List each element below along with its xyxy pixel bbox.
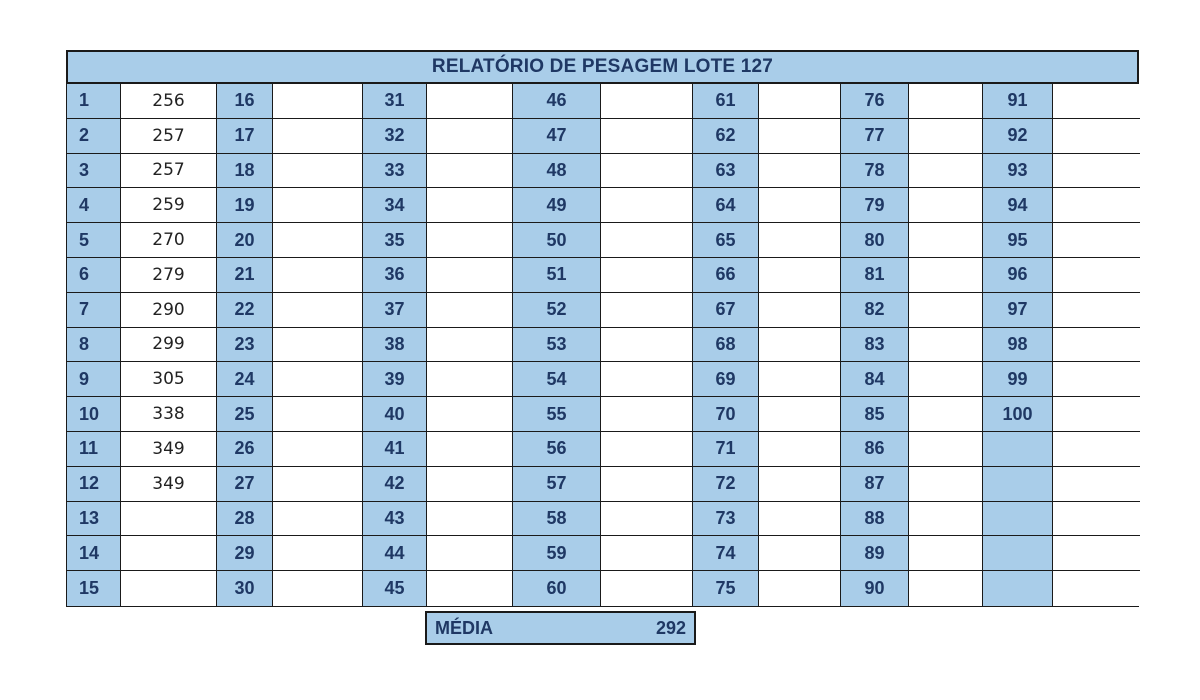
weight-value [1053,467,1140,502]
weight-value [427,536,513,571]
weight-value [601,328,693,363]
sample-number: 17 [217,119,273,154]
sample-number: 46 [513,84,601,119]
sample-number: 31 [363,84,427,119]
sample-number: 67 [693,293,759,328]
sample-number: 39 [363,362,427,397]
sample-number: 49 [513,188,601,223]
weight-value [759,467,841,502]
weight-value: 257 [121,119,217,154]
sample-number: 47 [513,119,601,154]
sample-number: 16 [217,84,273,119]
sample-number: 88 [841,502,909,537]
sample-number: 54 [513,362,601,397]
sample-number: 98 [983,328,1053,363]
weight-value: 256 [121,84,217,119]
weight-value: 349 [121,467,217,502]
sample-number: 34 [363,188,427,223]
weight-value [909,397,983,432]
weight-value [909,293,983,328]
sample-number: 45 [363,571,427,606]
weight-value [759,397,841,432]
sample-number: 22 [217,293,273,328]
weight-value [427,258,513,293]
sample-number: 87 [841,467,909,502]
weight-value [273,119,363,154]
sample-number: 77 [841,119,909,154]
sample-number [983,432,1053,467]
weight-value [427,119,513,154]
sample-number: 64 [693,188,759,223]
sample-number: 63 [693,154,759,189]
sample-number: 29 [217,536,273,571]
sample-number: 42 [363,467,427,502]
average-label: MÉDIA [435,617,493,638]
weight-value [601,154,693,189]
weight-value [273,467,363,502]
weight-value [909,258,983,293]
weight-value [121,571,217,606]
weight-value [759,536,841,571]
weight-value: 270 [121,223,217,258]
weight-value [601,397,693,432]
weight-value [1053,84,1140,119]
sample-number: 71 [693,432,759,467]
sample-number: 20 [217,223,273,258]
sample-number: 58 [513,502,601,537]
sample-number: 85 [841,397,909,432]
sample-number: 6 [67,258,121,293]
sample-number: 84 [841,362,909,397]
sample-number: 65 [693,223,759,258]
weight-value [601,362,693,397]
weight-value [273,571,363,606]
sample-number: 56 [513,432,601,467]
weight-value [909,432,983,467]
weight-value [909,362,983,397]
sample-number: 76 [841,84,909,119]
sample-number: 32 [363,119,427,154]
weight-value: 305 [121,362,217,397]
sample-number: 70 [693,397,759,432]
sample-number: 72 [693,467,759,502]
sample-number: 55 [513,397,601,432]
sample-number: 4 [67,188,121,223]
weight-value [601,536,693,571]
average-value: 292 [655,617,686,638]
sample-number: 94 [983,188,1053,223]
weight-value [273,328,363,363]
sample-number: 83 [841,328,909,363]
sample-number: 27 [217,467,273,502]
weight-value [601,293,693,328]
sample-number: 21 [217,258,273,293]
sample-number: 74 [693,536,759,571]
sample-number: 11 [67,432,121,467]
sample-number: 60 [513,571,601,606]
weight-value [1053,258,1140,293]
weight-value [909,571,983,606]
sample-number: 92 [983,119,1053,154]
weight-value [759,502,841,537]
sample-number: 25 [217,397,273,432]
weighing-grid [66,84,1139,607]
weight-value [1053,154,1140,189]
sample-number: 15 [67,571,121,606]
weight-value [909,154,983,189]
weight-value [1053,571,1140,606]
weight-value [427,328,513,363]
weight-value [273,293,363,328]
weight-value: 338 [121,397,217,432]
weight-value [601,188,693,223]
weight-value [601,432,693,467]
weight-value: 349 [121,432,217,467]
sample-number: 99 [983,362,1053,397]
weight-value [121,536,217,571]
weight-value [909,536,983,571]
sample-number: 48 [513,154,601,189]
sample-number: 66 [693,258,759,293]
weight-value [759,571,841,606]
sample-number: 7 [67,293,121,328]
sample-number: 33 [363,154,427,189]
weight-value [427,467,513,502]
weight-value [601,258,693,293]
weight-value [273,432,363,467]
sample-number: 61 [693,84,759,119]
weight-value [273,536,363,571]
weight-value [601,467,693,502]
weight-value [427,502,513,537]
sample-number: 78 [841,154,909,189]
weight-value [759,258,841,293]
weight-value [601,84,693,119]
weight-value [909,502,983,537]
weight-value [909,84,983,119]
weight-value [1053,223,1140,258]
weight-value [273,362,363,397]
weight-value [1053,362,1140,397]
weight-value [1053,328,1140,363]
weight-value [427,154,513,189]
sample-number: 69 [693,362,759,397]
weight-value [601,571,693,606]
weight-value [601,119,693,154]
sample-number: 36 [363,258,427,293]
sample-number: 40 [363,397,427,432]
sample-number: 5 [67,223,121,258]
weight-value [759,119,841,154]
weight-value [273,188,363,223]
report-title: RELATÓRIO DE PESAGEM LOTE 127 [66,50,1139,84]
sample-number: 9 [67,362,121,397]
weight-value [601,502,693,537]
sample-number: 26 [217,432,273,467]
sample-number: 23 [217,328,273,363]
weight-value [759,223,841,258]
sample-number: 38 [363,328,427,363]
sample-number [983,502,1053,537]
weight-value [759,188,841,223]
sample-number: 62 [693,119,759,154]
weight-value [1053,502,1140,537]
sample-number: 59 [513,536,601,571]
average-box [425,611,696,645]
weight-value [273,258,363,293]
sample-number: 100 [983,397,1053,432]
weight-value [909,467,983,502]
sample-number: 14 [67,536,121,571]
weight-value [759,293,841,328]
weight-value [759,362,841,397]
weight-value [273,397,363,432]
sample-number: 96 [983,258,1053,293]
sample-number: 81 [841,258,909,293]
weight-value [759,154,841,189]
weight-value [427,571,513,606]
weight-value [1053,536,1140,571]
sample-number: 73 [693,502,759,537]
weight-value [427,432,513,467]
sample-number: 90 [841,571,909,606]
weight-value [601,223,693,258]
weight-value [759,328,841,363]
weight-value [1053,432,1140,467]
weight-value [427,188,513,223]
sample-number: 86 [841,432,909,467]
sample-number: 30 [217,571,273,606]
weight-value: 257 [121,154,217,189]
weight-value [427,362,513,397]
weight-value [273,84,363,119]
sample-number: 57 [513,467,601,502]
weight-value [1053,188,1140,223]
weight-value [909,223,983,258]
weight-value [1053,293,1140,328]
sample-number: 41 [363,432,427,467]
weight-value [759,432,841,467]
sample-number: 97 [983,293,1053,328]
weighing-report [66,50,1139,607]
weight-value [273,154,363,189]
weight-value [427,293,513,328]
weight-value [909,119,983,154]
sample-number: 93 [983,154,1053,189]
sample-number: 24 [217,362,273,397]
sample-number: 37 [363,293,427,328]
sample-number: 43 [363,502,427,537]
sample-number: 28 [217,502,273,537]
sample-number: 75 [693,571,759,606]
sample-number: 18 [217,154,273,189]
weight-value: 290 [121,293,217,328]
weight-value [1053,119,1140,154]
weight-value: 259 [121,188,217,223]
weight-value [427,397,513,432]
sample-number: 80 [841,223,909,258]
sample-number [983,467,1053,502]
sample-number: 8 [67,328,121,363]
sample-number: 19 [217,188,273,223]
weight-value [909,328,983,363]
sample-number: 89 [841,536,909,571]
sample-number: 44 [363,536,427,571]
sample-number: 1 [67,84,121,119]
weight-value [1053,397,1140,432]
sample-number: 50 [513,223,601,258]
weight-value [121,502,217,537]
sample-number: 13 [67,502,121,537]
sample-number: 79 [841,188,909,223]
sample-number: 52 [513,293,601,328]
sample-number: 95 [983,223,1053,258]
sample-number: 82 [841,293,909,328]
weight-value: 279 [121,258,217,293]
weight-value [427,223,513,258]
weight-value [909,188,983,223]
sample-number: 10 [67,397,121,432]
weight-value [759,84,841,119]
weight-value: 299 [121,328,217,363]
sample-number: 35 [363,223,427,258]
sample-number: 91 [983,84,1053,119]
sample-number: 51 [513,258,601,293]
sample-number [983,536,1053,571]
sample-number: 53 [513,328,601,363]
weight-value [273,502,363,537]
sample-number: 68 [693,328,759,363]
sample-number: 3 [67,154,121,189]
weight-value [273,223,363,258]
sample-number: 12 [67,467,121,502]
sample-number: 2 [67,119,121,154]
sample-number [983,571,1053,606]
weight-value [427,84,513,119]
